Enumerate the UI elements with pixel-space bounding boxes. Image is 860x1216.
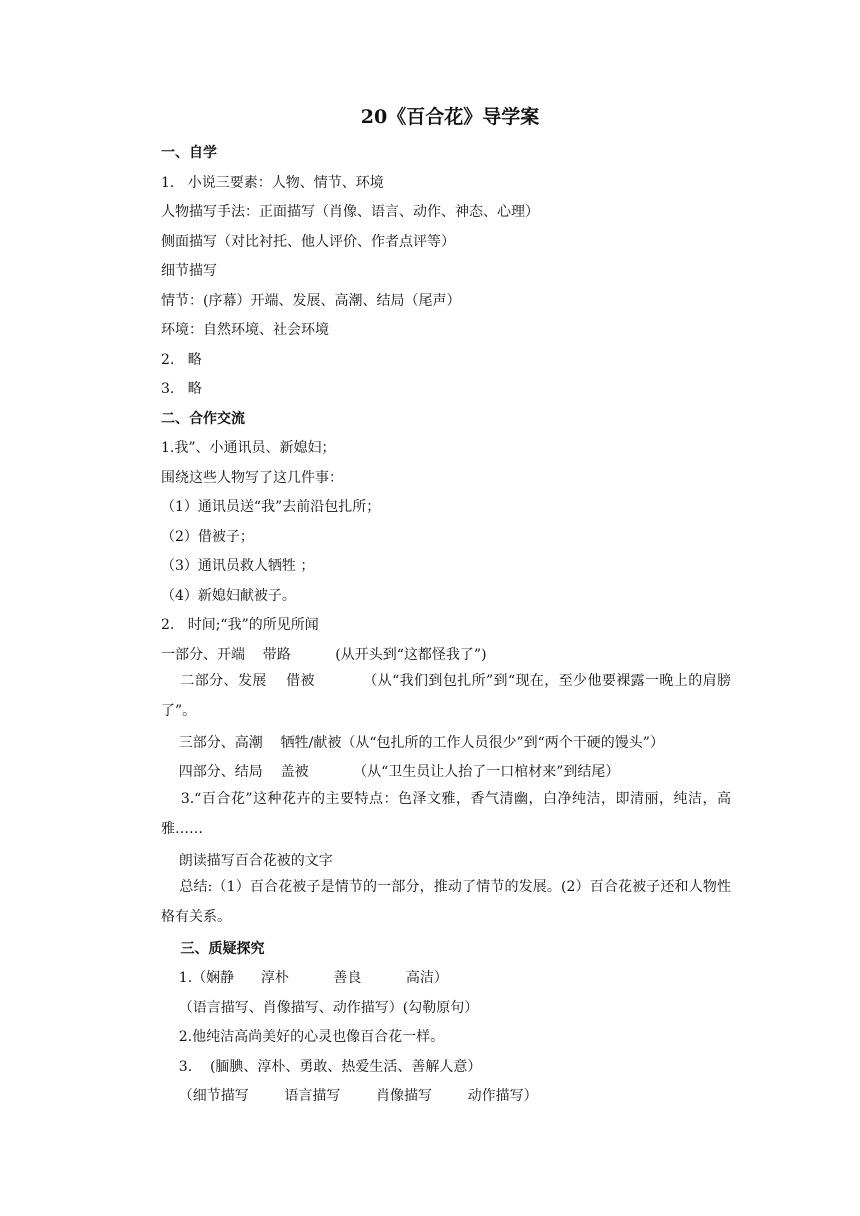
text-line: 三部分、高潮 牺牲/献被（从“包扎所的工作人员很少”到“两个干硬的馒头”） [161,735,664,751]
text-paragraph: 3.“百合花”这种花卉的主要特点：色泽文雅，香气清幽，白净纯洁，即清丽，纯洁，高雅…… [161,791,731,837]
text-line: （语言描写、肖像描写、动作描写）(勾勒原句） [161,1000,479,1016]
text-line: 2. 时间;“我”的所见所闻 [161,617,319,633]
section-heading-self-study: 一、自学 [161,145,217,161]
section-heading-cooperation: 二、合作交流 [161,411,245,427]
text-line: 3. (腼腆、淳朴、勇敢、热爱生活、善解人意） [161,1059,482,1075]
text-line: （4）新媳妇献被子。 [161,588,296,604]
section-heading-inquiry: 三、质疑探究 [161,941,265,957]
text-line: 围绕这些人物写了这几件事： [161,470,343,486]
text-line: 2. 略 [161,352,202,368]
text-line: （3）通讯员救人牺牲 ； [161,558,315,574]
text-line: 细节描写 [161,263,217,279]
text-line: 1.（娴静 淳朴 善良 高洁） [161,970,448,986]
text-line: 四部分、结局 盖被 （从“卫生员让人抬了一口棺材来”到结尾） [161,764,620,780]
text-line: （2）借被子； [161,529,254,545]
document-title: 20《百合花》导学案 [360,106,540,128]
text-line: 朗读描写百合花被的文字 [161,853,333,869]
text-line: 人物描写手法：正面描写（肖像、语言、动作、神态、心理） [161,204,539,220]
text-paragraph: 总结:（1）百合花被子是情节的一部分，推动了情节的发展。(2）百合花被子还和人物性格有关系。 [161,879,731,925]
text-line: 环境：自然环境、社会环境 [161,322,329,338]
text-line: 1. 小说三要素：人物、情节、环境 [161,175,384,191]
text-line: 1.我”、小通讯员、新媳妇； [161,440,336,456]
text-line: 情节：(序幕）开端、发展、高潮、结局（尾声） [161,293,461,309]
text-line: 2.他纯洁高尚美好的心灵也像百合花一样。 [161,1029,445,1045]
text-line: 一部分、开端 带路 (从开头到“这都怪我了”) [161,647,487,663]
text-line: 侧面描写（对比衬托、他人评价、作者点评等） [161,234,455,250]
text-line: 3. 略 [161,381,202,397]
text-paragraph: 二部分、发展 借被 （从“我们到包扎所”到“现在，至少他要裸露一晚上的肩膀了”。 [161,673,731,719]
text-line: （1）通讯员送“我”去前沿包扎所； [161,499,381,515]
text-line: （细节描写 语言描写 肖像描写 动作描写） [161,1088,538,1104]
